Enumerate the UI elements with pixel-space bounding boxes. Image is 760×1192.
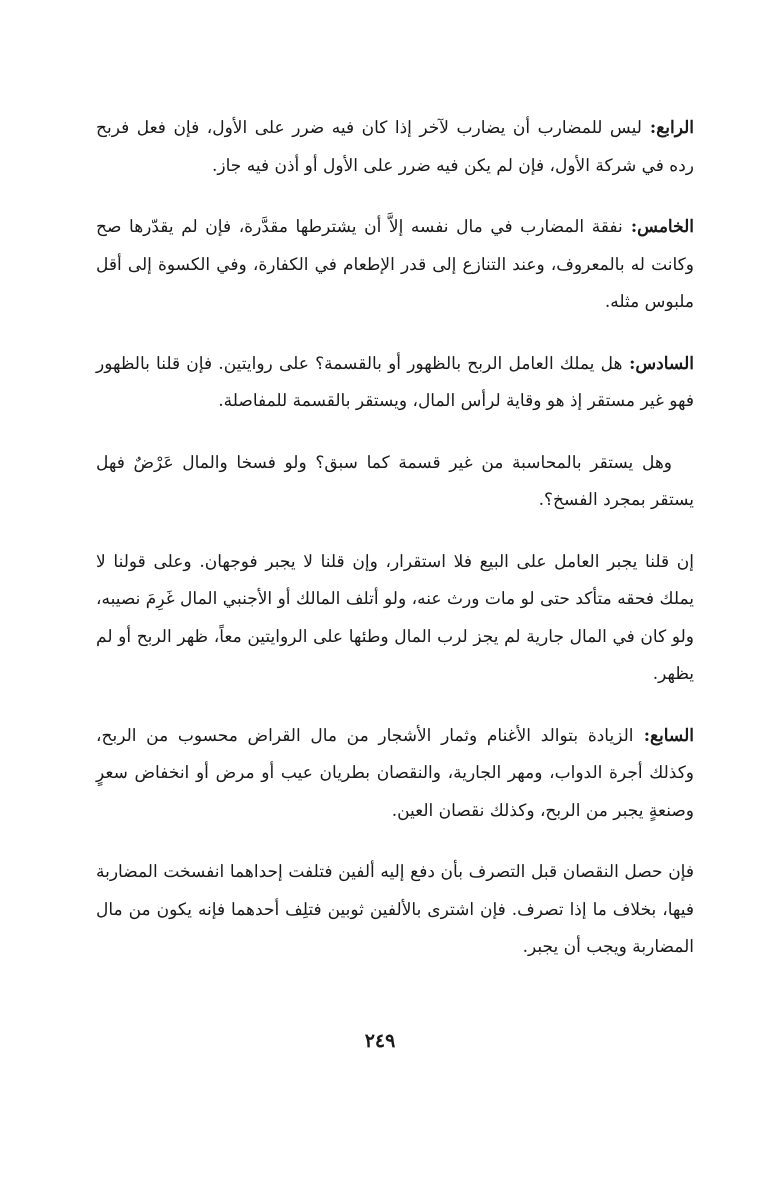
paragraph-heading: الرابع: — [641, 118, 694, 138]
paragraph-text: فإن حصل النقصان قبل التصرف بأن دفع إليه ألفين فتلفت إحداهما انفسخت المضاربة فيها، بخلاف ما إذا تصرف. فإن اشترى بالألفين ثوبين فتلِف أحدهما فإنه يكون من مال المضاربة ويجب أن يجبر. — [96, 862, 694, 957]
paragraph-text: هل يملك العامل الربح بالظهور أو بالقسمة؟ على روايتين. فإن قلنا بالظهور فهو غير مستقر إذ هو وقاية لرأس المال، ويستقر بالقسمة للمفاصلة. — [96, 353, 694, 411]
paragraph-heading: الخامس: — [622, 217, 694, 237]
paragraph-seventh — [96, 718, 694, 831]
paragraph-settlement-question — [96, 445, 694, 520]
paragraph-text: الزيادة بتوالد الأغنام وثمار الأشجار من مال القراض محسوب من الربح، وكذلك أجرة الدواب، ومهر الجارية، والنقصان بطريان عيب أو مرض أو انخفاض سعرٍ وصنعةٍ يجبر من الربح، وكذلك نقصان العين. — [96, 725, 694, 821]
page-number: ٢٤٩ — [364, 1030, 396, 1052]
paragraph-text: نفقة المضارب في مال نفسه إلاَّ أن يشترطها مقدَّرة، فإن لم يقدّرها صح وكانت له بالمعروف، وعند التنازع إلى قدر الإطعام في الكفارة، وفي الكسوة إلى أقل ملبوس مثله. — [96, 217, 694, 312]
paragraph-fourth — [96, 110, 694, 185]
paragraph-text: ليس للمضارب أن يضارب لآخر إذا كان فيه ضرر على الأول، فإن فعل فربح رده في شركة الأول، فإن لم يكن فيه ضرر على الأول أو أذن فيه جاز. — [96, 118, 694, 176]
paragraph-heading: السابع: — [633, 725, 694, 746]
paragraph-sixth — [96, 346, 694, 421]
page-body — [96, 110, 694, 991]
paragraph-loss-before-trade — [96, 854, 694, 967]
paragraph-forced-sale — [96, 544, 694, 694]
paragraph-heading: السادس: — [622, 353, 695, 374]
paragraph-text: إن قلنا يجبر العامل على البيع فلا استقرار، وإن قلنا لا يجبر فوجهان. وعلى قولنا لا يملك فحقه متأكد حتى لو مات ورث عنه، ولو أتلف المالك أو الأجنبي المال غَرِمَ نصيبه، ولو كان في المال جارية لم يجز لرب المال وطئها على الروايتين معاً، ظهر الربح أو لم يظهر. — [96, 551, 695, 684]
paragraph-fifth — [96, 209, 694, 322]
paragraph-text: وهل يستقر بالمحاسبة من غير قسمة كما سبق؟ ولو فسخا والمال عَرْضٌ فهل يستقر بمجرد الفسخ؟. — [96, 452, 694, 510]
